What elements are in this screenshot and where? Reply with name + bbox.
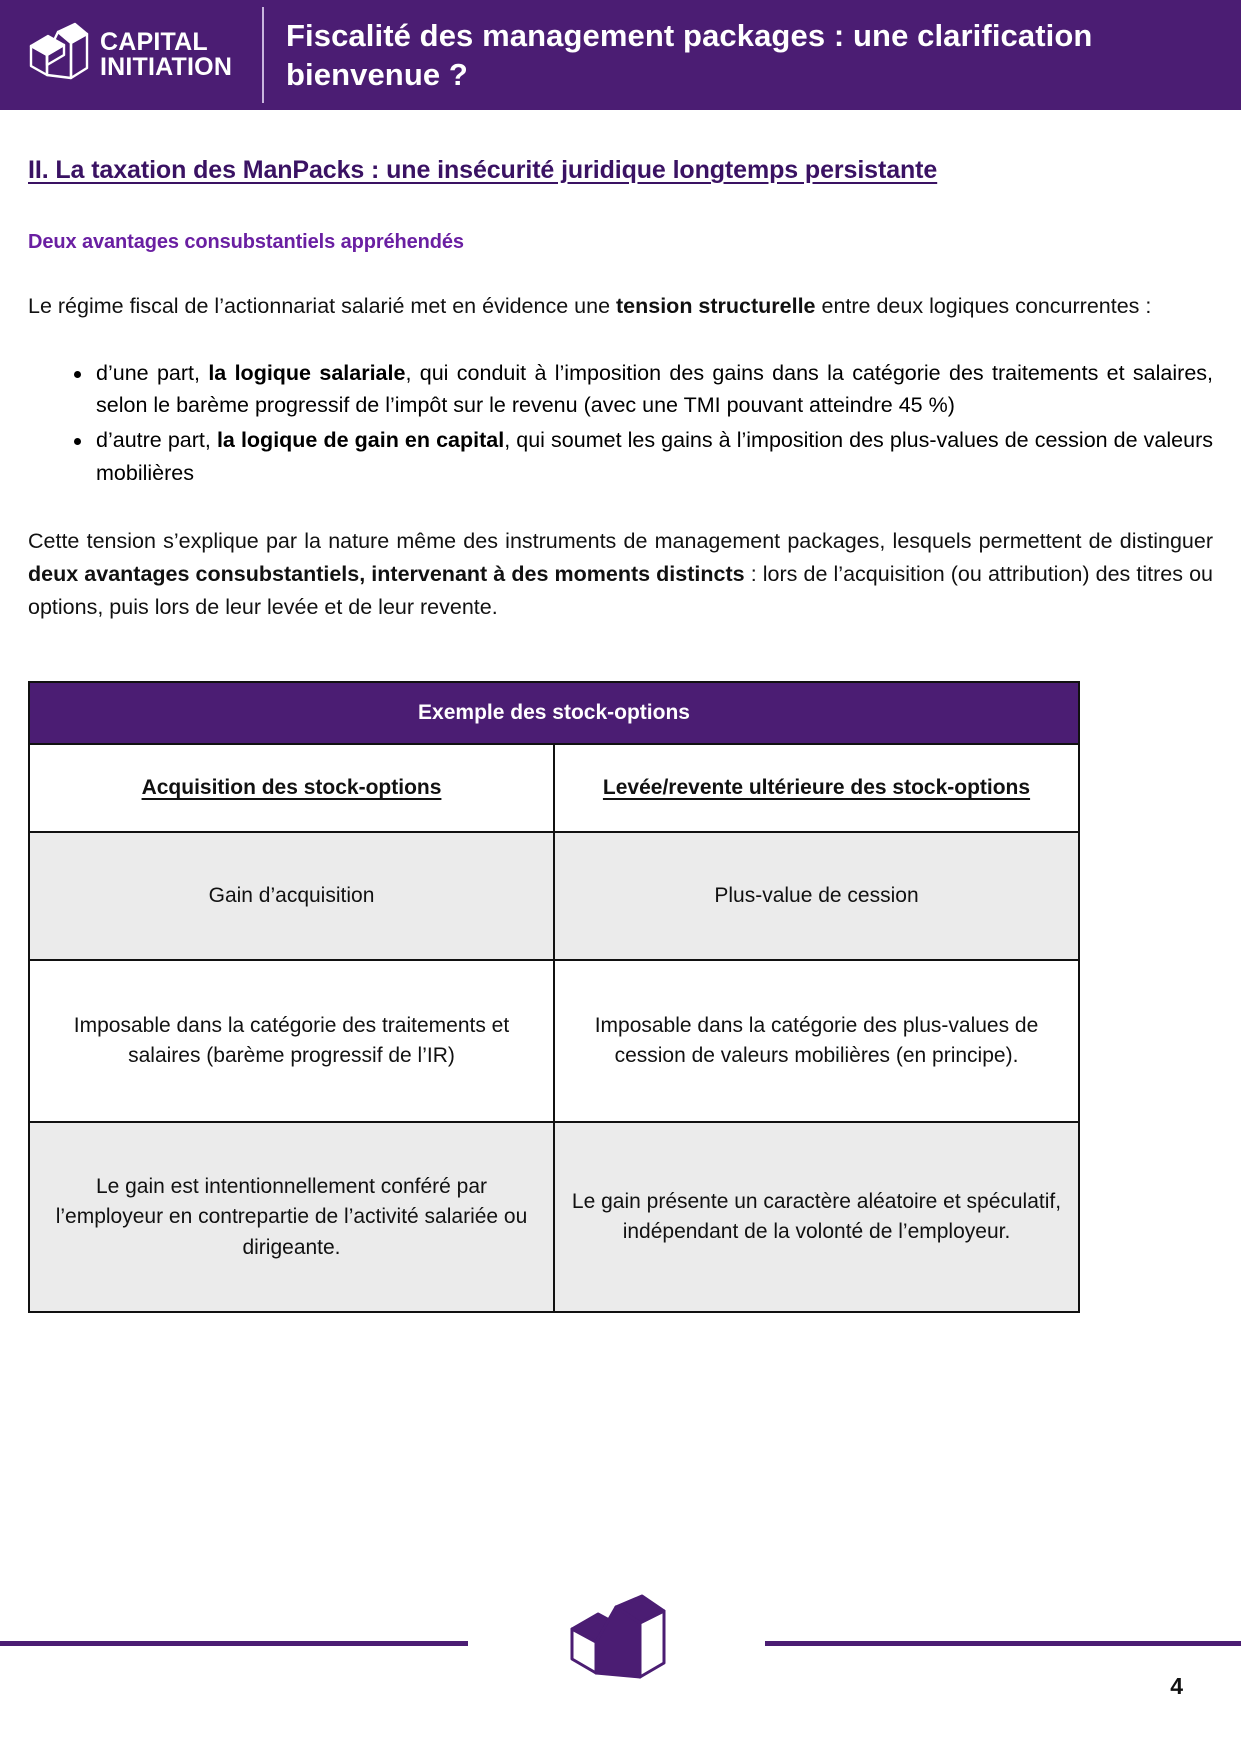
intro-paragraph-part2: entre deux logiques concurrentes : [815,294,1152,318]
cell-gain-confere: Le gain est intentionnellement conféré par l’employeur en contrepartie de l’activité salariée ou dirigeante. [29,1122,554,1312]
page-header [0,0,1241,110]
explanation-paragraph [28,525,1213,623]
page-title: Fiscalité des management packages : une clarification bienvenue ? [286,17,1093,92]
document-body [0,110,1241,1313]
stock-options-table [28,681,1080,1313]
intro-paragraph-bold: tension structurelle [616,294,816,318]
brand-line-capital: CAPITAL [100,27,208,56]
list-item [74,424,1213,489]
table-title: Exemple des stock-options [29,682,1079,744]
footer-rule-left [0,1641,468,1646]
stock-options-table-wrapper [28,681,1213,1313]
footer-rule-right [765,1641,1241,1646]
cube-logo-icon [566,1593,676,1689]
explanation-part1: Cette tension s’explique par la nature même des instruments de management packages, lesquels permettent de distinguer [28,529,1213,554]
cell-imposable-traitements: Imposable dans la catégorie des traitements et salaires (barème progressif de l’IR) [29,960,554,1122]
table-title-row [29,682,1079,744]
cell-gain-acquisition: Gain d’acquisition [29,832,554,960]
table-row [29,832,1079,960]
cell-imposable-plus-values: Imposable dans la catégorie des plus-values de cession de valeurs mobilières (en principe). [554,960,1079,1122]
logic-bullet-list [28,357,1213,490]
column-header-levee-revente: Levée/revente ultérieure des stock-options [554,744,1079,832]
list-item [74,357,1213,422]
cell-gain-aleatoire: Le gain présente un caractère aléatoire et spéculatif, indépendant de la volonté de l’employeur. [554,1122,1079,1312]
brand-wordmark [100,27,233,81]
page-footer [0,1555,1241,1755]
bullet-suffix: , qui conduit à l’imposition des gains dans la catégorie des traitements et salaires, selon le barème progressif de l’impôt sur le revenu (avec une TMI pouvant atteindre 45 %) [96,360,1213,418]
bullet-prefix: d’une part, [96,360,209,385]
intro-paragraph [28,290,1213,323]
table-header-row [29,744,1079,832]
bullet-bold: la logique de gain en capital [216,428,505,453]
brand-block [0,0,262,110]
explanation-part2: : lors de l’acquisition (ou attribution) des titres ou options, puis lors de leur levée et de leur revente. [28,562,1214,619]
cell-plus-value-cession: Plus-value de cession [554,832,1079,960]
cube-logo-icon [28,22,90,88]
sub-heading: Deux avantages consubstantiels appréhendés [28,231,464,253]
page-number: 4 [1170,1673,1183,1699]
column-header-acquisition: Acquisition des stock-options [29,744,554,832]
section-heading: II. La taxation des ManPacks : une insécurité juridique longtemps persistante [28,156,938,184]
bullet-suffix: , qui soumet les gains à l’imposition des plus-values de cession de valeurs mobilières [96,428,1213,485]
explanation-bold: deux avantages consubstantiels, intervenant à des moments distincts [28,562,745,587]
bullet-prefix: d’autre part, [96,428,217,453]
brand-line-initiation: INITIATION [100,53,233,81]
table-row [29,960,1079,1122]
table-row [29,1122,1079,1312]
intro-paragraph-part1: Le régime fiscal de l’actionnariat salarié met en évidence une [28,294,616,318]
bullet-bold: la logique salariale [208,360,406,385]
